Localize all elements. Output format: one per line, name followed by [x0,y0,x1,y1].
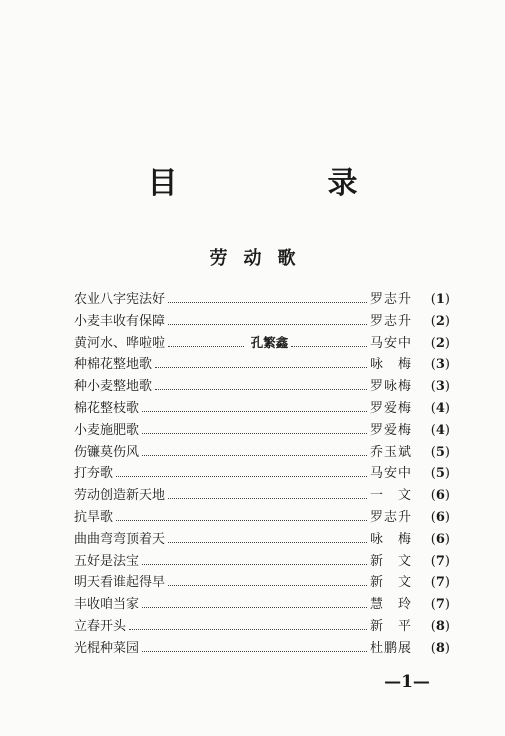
toc-entry[interactable] [74,462,450,484]
dot-leader [168,302,367,303]
entry-author: 马安中 [370,466,413,482]
page-number: —1— [384,672,430,692]
entry-page: ( 4 ) [420,401,450,416]
toc-entry[interactable] [74,571,450,593]
section-heading: 劳动歌 [209,248,312,269]
entry-author: 杜鹏展 [370,640,413,656]
entry-page: ( 4 ) [420,423,450,438]
entry-author: 一 文 [370,488,413,504]
dot-leader [142,411,367,412]
dot-leader [142,651,367,652]
dot-leader [116,520,367,521]
entry-author: 咏 梅 [370,357,413,373]
entry-title: 丰收咱当家 [74,597,140,613]
toc-entry[interactable] [74,310,450,332]
entry-title: 光棍种菜园 [74,640,140,656]
entry-title: 小麦丰收有保障 [74,313,166,329]
entry-page: ( 3 ) [420,357,450,372]
entry-page: ( 7 ) [420,575,450,590]
toc-entry[interactable] [74,419,450,441]
entry-coauthor: 孔繁鑫 [250,334,289,350]
entry-page: ( 5 ) [420,466,450,481]
dot-leader [168,498,367,499]
entry-page: ( 8 ) [420,619,450,634]
dot-leader [142,433,367,434]
toc-entry[interactable] [74,593,450,615]
entry-title: 种小麦整地歌 [74,379,153,395]
dot-leader [129,629,367,630]
dot-leader [291,346,367,347]
entry-page: ( 3 ) [420,379,450,394]
entry-author: 咏 梅 [370,531,413,547]
entry-page: ( 2 ) [420,336,450,351]
dot-leader [155,367,367,368]
toc-entry[interactable] [74,375,450,397]
toc-entry[interactable] [74,441,450,463]
dot-leader [168,585,367,586]
entry-page: ( 2 ) [420,314,450,329]
entry-title: 伤镰莫伤风 [74,444,140,460]
entry-author: 新 文 [370,575,413,591]
entry-author: 马安中 [370,335,413,351]
entry-page: ( 5 ) [420,445,450,460]
entry-author: 乔玉斌 [370,444,413,460]
toc-entry[interactable] [74,637,450,659]
entry-title: 劳动创造新天地 [74,488,166,504]
entry-title: 黄河水、哗啦啦 [74,335,166,351]
entry-title: 五好是法宝 [74,553,140,569]
entry-author: 慧 玲 [370,597,413,613]
page-title: 目 录 [147,166,418,201]
entry-author: 罗爱梅 [370,400,413,416]
entry-author: 新 平 [370,618,413,634]
entry-title: 曲曲弯弯顶着天 [74,531,166,547]
entry-title: 棉花整枝歌 [74,400,140,416]
entry-author: 罗爱梅 [370,422,413,438]
toc-entry[interactable] [74,288,450,310]
entry-title: 抗旱歌 [74,509,114,525]
dot-leader [142,607,367,608]
entry-title: 种棉花整地歌 [74,357,153,373]
entry-author: 罗志升 [370,313,413,329]
entry-page: ( 6 ) [420,488,450,503]
dot-leader [168,542,367,543]
toc-entry[interactable] [74,615,450,637]
dot-leader [168,324,367,325]
entry-page: ( 8 ) [420,641,450,656]
entry-title: 农业八字宪法好 [74,292,166,307]
toc-entry[interactable] [74,332,450,354]
entry-author: 罗咏梅 [370,379,413,395]
dot-leader [168,346,244,347]
entry-author: 罗志升 [370,509,413,525]
toc-entry[interactable] [74,397,450,419]
toc-entry[interactable] [74,506,450,528]
entry-title: 打夯歌 [74,466,114,482]
toc-entry[interactable] [74,528,450,550]
entry-title: 立春开头 [74,618,127,634]
entry-page: ( 6 ) [420,510,450,525]
dot-leader [142,455,367,456]
dot-leader [116,476,367,477]
entry-page: ( 7 ) [420,554,450,569]
entry-page: ( 6 ) [420,532,450,547]
toc-entry[interactable] [74,484,450,506]
entry-page: ( 7 ) [420,597,450,612]
entry-author: 罗志升 [370,292,413,307]
dot-leader [155,389,367,390]
toc-entry[interactable] [74,353,450,375]
dot-leader [142,564,367,565]
table-of-contents [74,288,450,659]
toc-entry[interactable] [74,550,450,572]
entry-page: ( 1 ) [420,292,450,307]
entry-author: 新 文 [370,553,413,569]
entry-title: 小麦施肥歌 [74,422,140,438]
entry-title: 明天看谁起得早 [74,575,166,591]
